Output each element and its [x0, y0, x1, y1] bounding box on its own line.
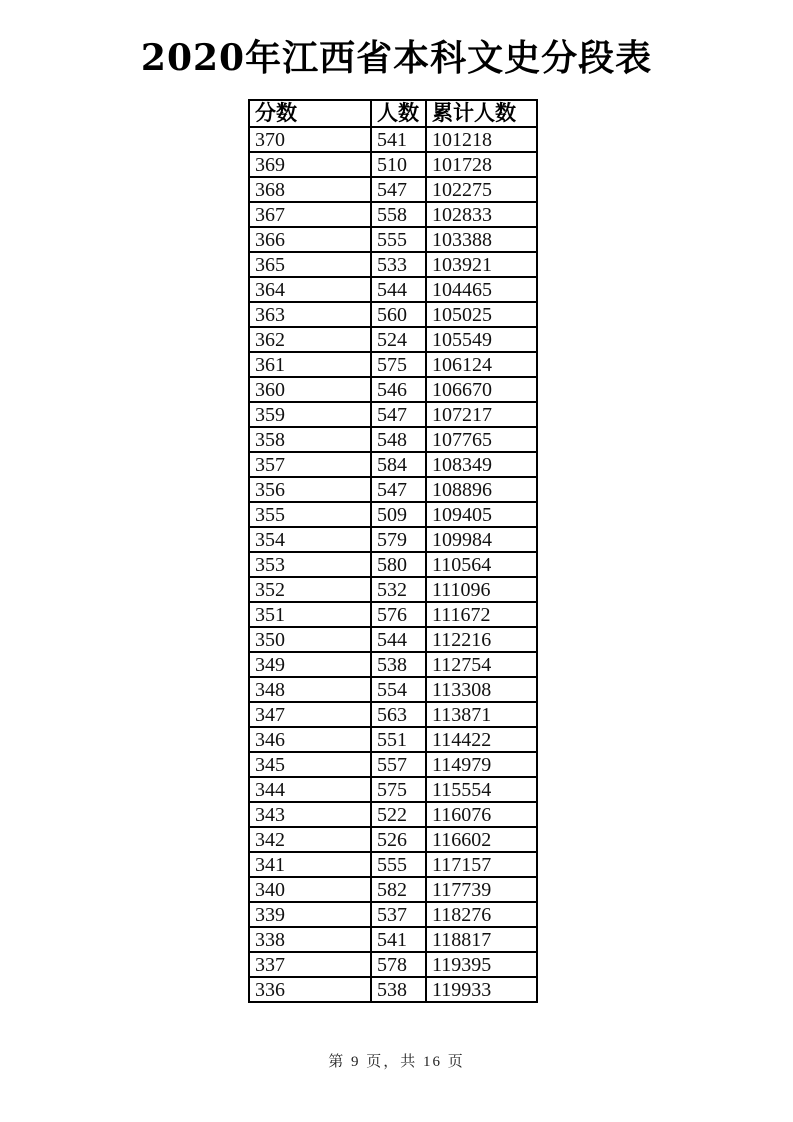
count-cell: 548 [371, 427, 426, 452]
table-row [249, 677, 537, 702]
table-row [249, 327, 537, 352]
column-header-score: 分数 [249, 100, 371, 127]
cumulative-cell: 101218 [426, 127, 537, 152]
score-cell: 368 [249, 177, 371, 202]
table-row [249, 927, 537, 952]
table-row [249, 527, 537, 552]
score-cell: 367 [249, 202, 371, 227]
cumulative-cell: 109405 [426, 502, 537, 527]
score-cell: 350 [249, 627, 371, 652]
cumulative-cell: 106670 [426, 377, 537, 402]
table-row [249, 152, 537, 177]
page-footer: 第 9 页，共 16 页 [328, 1054, 465, 1070]
cumulative-cell: 118276 [426, 902, 537, 927]
score-cell: 349 [249, 652, 371, 677]
cumulative-cell: 103388 [426, 227, 537, 252]
cumulative-cell: 115554 [426, 777, 537, 802]
cumulative-cell: 101728 [426, 152, 537, 177]
table-row [249, 302, 537, 327]
score-table-body [249, 127, 537, 1002]
cumulative-cell: 105549 [426, 327, 537, 352]
score-cell: 341 [249, 852, 371, 877]
score-cell: 338 [249, 927, 371, 952]
cumulative-cell: 108349 [426, 452, 537, 477]
table-row [249, 977, 537, 1002]
count-cell: 532 [371, 577, 426, 602]
cumulative-cell: 107765 [426, 427, 537, 452]
header-row [249, 100, 537, 127]
count-cell: 547 [371, 477, 426, 502]
cumulative-cell: 109984 [426, 527, 537, 552]
count-cell: 560 [371, 302, 426, 327]
score-cell: 351 [249, 602, 371, 627]
table-row [249, 852, 537, 877]
count-cell: 555 [371, 852, 426, 877]
score-cell: 366 [249, 227, 371, 252]
count-cell: 546 [371, 377, 426, 402]
score-cell: 343 [249, 802, 371, 827]
score-cell: 352 [249, 577, 371, 602]
score-cell: 354 [249, 527, 371, 552]
score-cell: 359 [249, 402, 371, 427]
cumulative-cell: 103921 [426, 252, 537, 277]
count-cell: 580 [371, 552, 426, 577]
count-cell: 541 [371, 927, 426, 952]
score-cell: 340 [249, 877, 371, 902]
cumulative-cell: 110564 [426, 552, 537, 577]
score-cell: 360 [249, 377, 371, 402]
cumulative-cell: 108896 [426, 477, 537, 502]
score-cell: 357 [249, 452, 371, 477]
page-title: 2020年江西省本科文史分段表 [140, 37, 653, 79]
table-row [249, 702, 537, 727]
table-row [249, 377, 537, 402]
count-cell: 551 [371, 727, 426, 752]
score-cell: 370 [249, 127, 371, 152]
count-cell: 547 [371, 402, 426, 427]
table-row [249, 652, 537, 677]
score-cell: 364 [249, 277, 371, 302]
count-cell: 538 [371, 977, 426, 1002]
cumulative-cell: 119933 [426, 977, 537, 1002]
table-row [249, 752, 537, 777]
table-row [249, 727, 537, 752]
score-cell: 355 [249, 502, 371, 527]
count-cell: 538 [371, 652, 426, 677]
score-cell: 353 [249, 552, 371, 577]
score-cell: 361 [249, 352, 371, 377]
count-cell: 544 [371, 627, 426, 652]
table-row [249, 277, 537, 302]
table-row [249, 602, 537, 627]
score-cell: 344 [249, 777, 371, 802]
count-cell: 533 [371, 252, 426, 277]
cumulative-cell: 114979 [426, 752, 537, 777]
table-row [249, 802, 537, 827]
count-cell: 555 [371, 227, 426, 252]
cumulative-cell: 105025 [426, 302, 537, 327]
score-cell: 342 [249, 827, 371, 852]
table-row [249, 902, 537, 927]
table-row [249, 352, 537, 377]
table-row [249, 952, 537, 977]
table-row [249, 427, 537, 452]
count-cell: 509 [371, 502, 426, 527]
count-cell: 524 [371, 327, 426, 352]
count-cell: 558 [371, 202, 426, 227]
table-row [249, 252, 537, 277]
score-cell: 336 [249, 977, 371, 1002]
table-row [249, 202, 537, 227]
table-row [249, 627, 537, 652]
column-header-cumulative: 累计人数 [426, 100, 537, 127]
cumulative-cell: 113871 [426, 702, 537, 727]
score-cell: 362 [249, 327, 371, 352]
score-table [248, 99, 538, 1003]
score-cell: 369 [249, 152, 371, 177]
score-cell: 356 [249, 477, 371, 502]
column-header-count: 人数 [371, 100, 426, 127]
score-cell: 346 [249, 727, 371, 752]
table-row [249, 127, 537, 152]
count-cell: 537 [371, 902, 426, 927]
cumulative-cell: 112754 [426, 652, 537, 677]
cumulative-cell: 119395 [426, 952, 537, 977]
cumulative-cell: 106124 [426, 352, 537, 377]
count-cell: 510 [371, 152, 426, 177]
score-cell: 363 [249, 302, 371, 327]
table-row [249, 552, 537, 577]
score-table-head [249, 100, 537, 127]
cumulative-cell: 112216 [426, 627, 537, 652]
count-cell: 544 [371, 277, 426, 302]
table-row [249, 502, 537, 527]
count-cell: 522 [371, 802, 426, 827]
cumulative-cell: 116602 [426, 827, 537, 852]
cumulative-cell: 117157 [426, 852, 537, 877]
table-row [249, 227, 537, 252]
count-cell: 582 [371, 877, 426, 902]
count-cell: 584 [371, 452, 426, 477]
score-cell: 347 [249, 702, 371, 727]
cumulative-cell: 111096 [426, 577, 537, 602]
count-cell: 575 [371, 777, 426, 802]
table-row [249, 402, 537, 427]
count-cell: 547 [371, 177, 426, 202]
table-row [249, 777, 537, 802]
table-row [249, 877, 537, 902]
cumulative-cell: 114422 [426, 727, 537, 752]
score-cell: 337 [249, 952, 371, 977]
cumulative-cell: 102275 [426, 177, 537, 202]
cumulative-cell: 104465 [426, 277, 537, 302]
cumulative-cell: 118817 [426, 927, 537, 952]
count-cell: 578 [371, 952, 426, 977]
count-cell: 557 [371, 752, 426, 777]
table-row [249, 477, 537, 502]
score-cell: 345 [249, 752, 371, 777]
cumulative-cell: 117739 [426, 877, 537, 902]
cumulative-cell: 113308 [426, 677, 537, 702]
count-cell: 563 [371, 702, 426, 727]
cumulative-cell: 102833 [426, 202, 537, 227]
count-cell: 541 [371, 127, 426, 152]
cumulative-cell: 116076 [426, 802, 537, 827]
cumulative-cell: 111672 [426, 602, 537, 627]
table-row [249, 177, 537, 202]
count-cell: 576 [371, 602, 426, 627]
score-cell: 339 [249, 902, 371, 927]
count-cell: 526 [371, 827, 426, 852]
score-cell: 348 [249, 677, 371, 702]
count-cell: 575 [371, 352, 426, 377]
score-cell: 365 [249, 252, 371, 277]
count-cell: 554 [371, 677, 426, 702]
count-cell: 579 [371, 527, 426, 552]
cumulative-cell: 107217 [426, 402, 537, 427]
table-row [249, 452, 537, 477]
table-row [249, 827, 537, 852]
score-cell: 358 [249, 427, 371, 452]
table-row [249, 577, 537, 602]
